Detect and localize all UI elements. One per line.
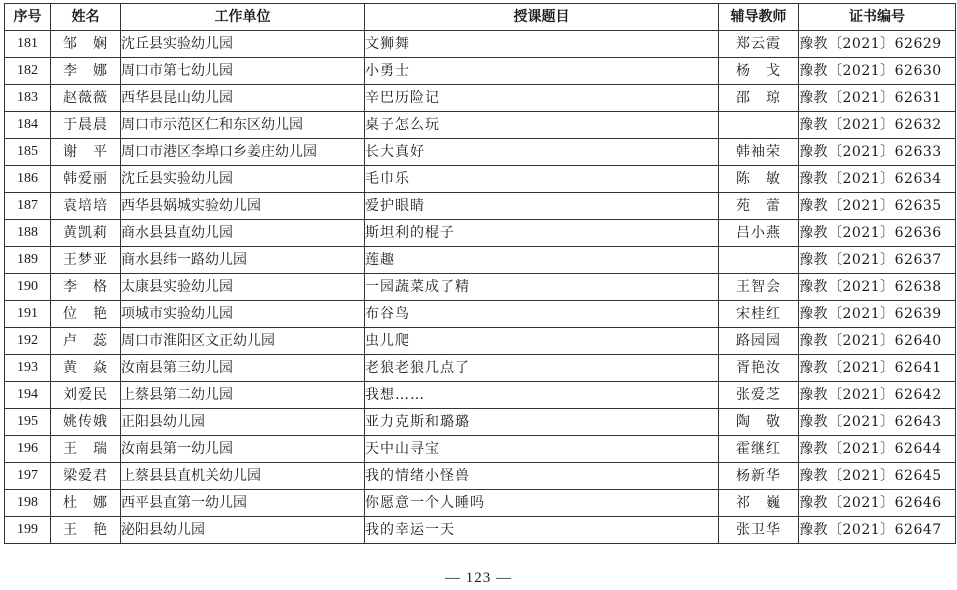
certificate-no-cell: 豫教〔2021〕62647 xyxy=(799,517,956,544)
lesson-topic-cell: 虫儿爬 xyxy=(365,328,719,355)
serial-cell: 191 xyxy=(5,301,51,328)
certificate-no-cell: 豫教〔2021〕62640 xyxy=(799,328,956,355)
lesson-topic-cell: 我想…… xyxy=(365,382,719,409)
serial-cell: 183 xyxy=(5,85,51,112)
work-unit-cell: 西华县昆山幼儿园 xyxy=(121,85,365,112)
tutor-cell: 邵 琼 xyxy=(719,85,799,112)
lesson-topic-cell: 布谷鸟 xyxy=(365,301,719,328)
lesson-topic-cell: 莲趣 xyxy=(365,247,719,274)
tutor-cell: 杨新华 xyxy=(719,463,799,490)
lesson-topic-cell: 长大真好 xyxy=(365,139,719,166)
serial-cell: 184 xyxy=(5,112,51,139)
work-unit-cell: 周口市淮阳区文正幼儿园 xyxy=(121,328,365,355)
name-cell: 韩爱丽 xyxy=(51,166,121,193)
work-unit-cell: 西平县直第一幼儿园 xyxy=(121,490,365,517)
table-row xyxy=(5,193,956,220)
tutor-cell: 胥艳汝 xyxy=(719,355,799,382)
serial-cell: 181 xyxy=(5,31,51,58)
work-unit-cell: 周口市示范区仁和东区幼儿园 xyxy=(121,112,365,139)
certificate-no-cell: 豫教〔2021〕62644 xyxy=(799,436,956,463)
name-cell: 邹 娴 xyxy=(51,31,121,58)
tutor-cell: 杨 戈 xyxy=(719,58,799,85)
table-row xyxy=(5,409,956,436)
tutor-cell: 王智会 xyxy=(719,274,799,301)
tutor-cell: 霍继红 xyxy=(719,436,799,463)
header-certificate-no: 证书编号 xyxy=(799,4,956,31)
name-cell: 黄凯莉 xyxy=(51,220,121,247)
serial-cell: 189 xyxy=(5,247,51,274)
table-row xyxy=(5,301,956,328)
table-row xyxy=(5,355,956,382)
serial-cell: 196 xyxy=(5,436,51,463)
name-cell: 于晨晨 xyxy=(51,112,121,139)
certificate-no-cell: 豫教〔2021〕62638 xyxy=(799,274,956,301)
serial-cell: 193 xyxy=(5,355,51,382)
name-cell: 姚传娥 xyxy=(51,409,121,436)
serial-cell: 195 xyxy=(5,409,51,436)
lesson-topic-cell: 我的情绪小怪兽 xyxy=(365,463,719,490)
header-name: 姓名 xyxy=(51,4,121,31)
name-cell: 刘爱民 xyxy=(51,382,121,409)
name-cell: 杜 娜 xyxy=(51,490,121,517)
name-cell: 王 艳 xyxy=(51,517,121,544)
name-cell: 卢 蕊 xyxy=(51,328,121,355)
serial-cell: 186 xyxy=(5,166,51,193)
name-cell: 梁爱君 xyxy=(51,463,121,490)
certificate-no-cell: 豫教〔2021〕62642 xyxy=(799,382,956,409)
lesson-topic-cell: 辛巴历险记 xyxy=(365,85,719,112)
lesson-topic-cell: 老狼老狼几点了 xyxy=(365,355,719,382)
certificate-no-cell: 豫教〔2021〕62646 xyxy=(799,490,956,517)
table-row xyxy=(5,436,956,463)
header-lesson-topic: 授课题目 xyxy=(365,4,719,31)
serial-cell: 187 xyxy=(5,193,51,220)
certificate-no-cell: 豫教〔2021〕62631 xyxy=(799,85,956,112)
serial-cell: 197 xyxy=(5,463,51,490)
header-tutor: 辅导教师 xyxy=(719,4,799,31)
table-row xyxy=(5,328,956,355)
lesson-topic-cell: 你愿意一个人睡吗 xyxy=(365,490,719,517)
work-unit-cell: 正阳县幼儿园 xyxy=(121,409,365,436)
serial-cell: 194 xyxy=(5,382,51,409)
table-row xyxy=(5,247,956,274)
tutor-cell: 陈 敏 xyxy=(719,166,799,193)
certificate-no-cell: 豫教〔2021〕62639 xyxy=(799,301,956,328)
work-unit-cell: 汝南县第一幼儿园 xyxy=(121,436,365,463)
lesson-topic-cell: 天中山寻宝 xyxy=(365,436,719,463)
tutor-cell xyxy=(719,112,799,139)
lesson-topic-cell: 爱护眼睛 xyxy=(365,193,719,220)
award-roster-table xyxy=(4,3,956,544)
certificate-no-cell: 豫教〔2021〕62636 xyxy=(799,220,956,247)
table-row xyxy=(5,58,956,85)
lesson-topic-cell: 毛巾乐 xyxy=(365,166,719,193)
tutor-cell: 张卫华 xyxy=(719,517,799,544)
certificate-no-cell: 豫教〔2021〕62630 xyxy=(799,58,956,85)
serial-cell: 199 xyxy=(5,517,51,544)
table-row xyxy=(5,112,956,139)
header-serial: 序号 xyxy=(5,4,51,31)
work-unit-cell: 沈丘县实验幼儿园 xyxy=(121,166,365,193)
tutor-cell: 宋桂红 xyxy=(719,301,799,328)
name-cell: 赵薇薇 xyxy=(51,85,121,112)
certificate-no-cell: 豫教〔2021〕62635 xyxy=(799,193,956,220)
work-unit-cell: 西华县娲城实验幼儿园 xyxy=(121,193,365,220)
certificate-no-cell: 豫教〔2021〕62633 xyxy=(799,139,956,166)
lesson-topic-cell: 文狮舞 xyxy=(365,31,719,58)
work-unit-cell: 项城市实验幼儿园 xyxy=(121,301,365,328)
name-cell: 李 格 xyxy=(51,274,121,301)
table-row xyxy=(5,31,956,58)
lesson-topic-cell: 我的幸运一天 xyxy=(365,517,719,544)
certificate-no-cell: 豫教〔2021〕62645 xyxy=(799,463,956,490)
tutor-cell: 张爱芝 xyxy=(719,382,799,409)
work-unit-cell: 上蔡县县直机关幼儿园 xyxy=(121,463,365,490)
tutor-cell: 苑 蕾 xyxy=(719,193,799,220)
tutor-cell xyxy=(719,247,799,274)
work-unit-cell: 上蔡县第二幼儿园 xyxy=(121,382,365,409)
work-unit-cell: 商水县纬一路幼儿园 xyxy=(121,247,365,274)
name-cell: 王梦亚 xyxy=(51,247,121,274)
table-row xyxy=(5,274,956,301)
lesson-topic-cell: 斯坦利的棍子 xyxy=(365,220,719,247)
work-unit-cell: 太康县实验幼儿园 xyxy=(121,274,365,301)
name-cell: 袁培培 xyxy=(51,193,121,220)
name-cell: 黄 焱 xyxy=(51,355,121,382)
table-row xyxy=(5,490,956,517)
table-row xyxy=(5,139,956,166)
lesson-topic-cell: 小勇士 xyxy=(365,58,719,85)
tutor-cell: 吕小燕 xyxy=(719,220,799,247)
name-cell: 位 艳 xyxy=(51,301,121,328)
tutor-cell: 祁 巍 xyxy=(719,490,799,517)
work-unit-cell: 周口市港区李埠口乡姜庄幼儿园 xyxy=(121,139,365,166)
serial-cell: 190 xyxy=(5,274,51,301)
header-work-unit: 工作单位 xyxy=(121,4,365,31)
table-header-row xyxy=(5,4,956,31)
table-row xyxy=(5,382,956,409)
name-cell: 王 瑞 xyxy=(51,436,121,463)
serial-cell: 182 xyxy=(5,58,51,85)
certificate-no-cell: 豫教〔2021〕62643 xyxy=(799,409,956,436)
tutor-cell: 韩袖荣 xyxy=(719,139,799,166)
name-cell: 谢 平 xyxy=(51,139,121,166)
certificate-no-cell: 豫教〔2021〕62629 xyxy=(799,31,956,58)
tutor-cell: 郑云霞 xyxy=(719,31,799,58)
lesson-topic-cell: 亚力克斯和璐璐 xyxy=(365,409,719,436)
work-unit-cell: 沈丘县实验幼儿园 xyxy=(121,31,365,58)
serial-cell: 185 xyxy=(5,139,51,166)
page-number: — 123 — xyxy=(445,570,512,586)
serial-cell: 188 xyxy=(5,220,51,247)
table-row xyxy=(5,85,956,112)
certificate-no-cell: 豫教〔2021〕62641 xyxy=(799,355,956,382)
table-row xyxy=(5,463,956,490)
lesson-topic-cell: 一园蔬菜成了精 xyxy=(365,274,719,301)
work-unit-cell: 泌阳县幼儿园 xyxy=(121,517,365,544)
work-unit-cell: 周口市第七幼儿园 xyxy=(121,58,365,85)
tutor-cell: 路园园 xyxy=(719,328,799,355)
serial-cell: 198 xyxy=(5,490,51,517)
certificate-no-cell: 豫教〔2021〕62637 xyxy=(799,247,956,274)
work-unit-cell: 商水县县直幼儿园 xyxy=(121,220,365,247)
certificate-no-cell: 豫教〔2021〕62634 xyxy=(799,166,956,193)
work-unit-cell: 汝南县第三幼儿园 xyxy=(121,355,365,382)
table-row xyxy=(5,220,956,247)
table-row xyxy=(5,166,956,193)
lesson-topic-cell: 桌子怎么玩 xyxy=(365,112,719,139)
name-cell: 李 娜 xyxy=(51,58,121,85)
table-row xyxy=(5,517,956,544)
tutor-cell: 陶 敬 xyxy=(719,409,799,436)
certificate-no-cell: 豫教〔2021〕62632 xyxy=(799,112,956,139)
serial-cell: 192 xyxy=(5,328,51,355)
